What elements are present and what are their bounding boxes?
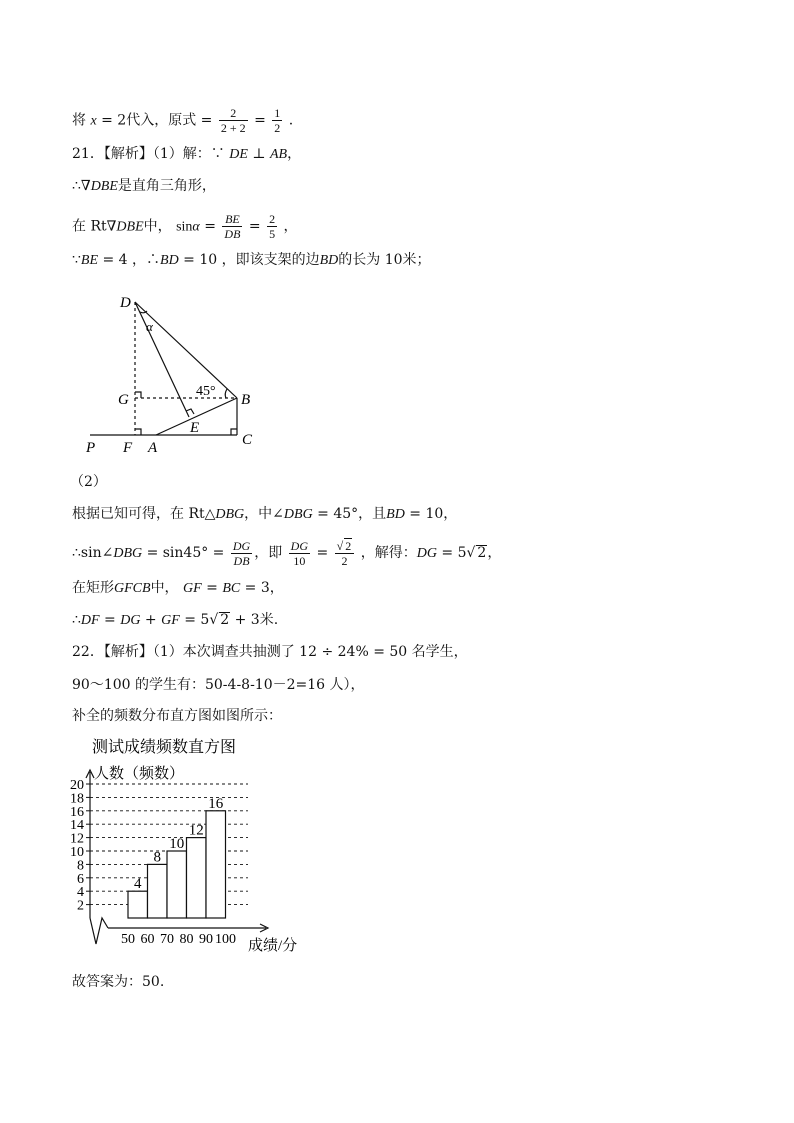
text: +	[144, 612, 157, 628]
text: ∵	[72, 252, 81, 268]
var: GF	[161, 613, 180, 628]
text: ，中∠	[244, 506, 284, 522]
y-tick-label: 16	[70, 804, 84, 820]
var: DE	[229, 147, 248, 162]
text: =	[248, 218, 261, 235]
text: （1）本次调查共抽测了 12 ÷ 24% = 50 名学生，	[152, 644, 468, 660]
histogram-chart	[70, 732, 330, 960]
fraction	[267, 212, 277, 241]
var: AB	[269, 147, 288, 162]
var: DBG	[283, 507, 313, 522]
denominator: DB	[224, 227, 241, 241]
numerator: BE	[222, 212, 242, 227]
geometry-figure	[80, 288, 280, 458]
x-tick-label: 50	[121, 932, 135, 947]
x-tick-label: 80	[179, 932, 194, 947]
var: BC	[222, 581, 241, 596]
fraction: $\frac{√ 2}{2}$	[335, 538, 355, 568]
text: = 3，	[244, 580, 284, 596]
bar-value-label: 8	[153, 849, 161, 866]
y-tick-label: 12	[70, 831, 84, 847]
text: ∴	[72, 612, 81, 628]
tag: 【解析】	[103, 146, 153, 162]
var: DBG	[113, 546, 143, 561]
right-angle-c	[231, 429, 237, 435]
text: sin	[176, 219, 193, 235]
text: = 2代入，原式 =	[101, 112, 213, 129]
label-d: D	[120, 295, 131, 311]
question-number: 21．	[72, 146, 104, 162]
y-tick-label: 10	[70, 845, 84, 860]
text: 的长为 10米；	[338, 252, 431, 268]
y-tick-label: 8	[77, 858, 84, 874]
fraction	[219, 106, 248, 135]
label-p: P	[86, 440, 96, 456]
text: 是直角三角形，	[117, 178, 216, 194]
var: GFCB	[114, 581, 151, 596]
radicand: 2	[220, 612, 230, 628]
fraction	[289, 539, 310, 568]
line-rt-dbg	[72, 504, 457, 525]
denominator: 5	[269, 227, 276, 241]
denominator: DB	[233, 553, 250, 568]
y-axis-label: 人数（频数）	[94, 766, 185, 782]
text: .	[288, 112, 294, 129]
denominator: 10	[293, 553, 306, 568]
text: = 10，	[409, 506, 458, 522]
line-rect-gfcb	[72, 578, 284, 599]
label-c: C	[242, 432, 253, 448]
text: 在 Rt∇	[72, 218, 117, 235]
var: BD	[319, 253, 339, 268]
line-right-triangle	[72, 176, 216, 197]
text: ，	[283, 218, 298, 235]
radicand: 2	[477, 545, 487, 561]
tag: 【解析】	[103, 644, 153, 660]
label-b: B	[241, 392, 251, 408]
text: = 5	[441, 545, 467, 561]
y-tick-label: 6	[77, 871, 84, 887]
line-df-result: ∴DF = DG + GF = 5√ 2 + 3米.	[72, 612, 279, 628]
x-tick-label: 100	[215, 932, 236, 947]
line-90-100: 90～100 的学生有：50-4-8-10－2=16 人），	[72, 677, 365, 693]
numerator: 2	[219, 106, 248, 121]
bar-value-label: 16	[208, 795, 224, 812]
y-tick-label: 20	[70, 778, 84, 793]
var: DG	[120, 613, 141, 628]
text: =	[104, 612, 116, 628]
bar-value-label: 12	[188, 822, 204, 839]
q21-heading	[72, 144, 301, 165]
part-2-label: （2）	[70, 474, 107, 490]
text: （1）解：∵	[152, 146, 225, 162]
text: 将	[72, 112, 86, 129]
segment-db	[135, 302, 237, 398]
text: + 3米.	[234, 612, 279, 628]
q22-heading	[72, 642, 468, 662]
text: = 4 ，∴	[102, 252, 161, 268]
var: BD	[386, 507, 405, 522]
line-substitution	[72, 106, 293, 135]
text: 中，	[150, 580, 179, 596]
label-f: F	[123, 440, 133, 456]
var: DBG	[215, 507, 245, 522]
text: ∴sin∠	[72, 545, 114, 561]
right-angle-g	[135, 392, 141, 398]
var: DG	[416, 546, 437, 561]
x-tick-label: 90	[199, 932, 213, 947]
text: ∴∇	[72, 178, 91, 194]
question-number: 22．	[72, 644, 104, 660]
right-angle-f	[135, 429, 141, 435]
bar-value-label: 10	[169, 836, 185, 852]
var: DBE	[90, 179, 118, 194]
bar	[148, 864, 168, 918]
fraction	[222, 212, 242, 241]
label-alpha: α	[146, 319, 153, 334]
segment-de	[135, 302, 189, 417]
numerator: 2	[269, 212, 276, 226]
denominator: 2 + 2	[220, 121, 246, 135]
text: ，	[287, 146, 302, 162]
bar	[187, 838, 207, 918]
var: BE	[80, 253, 99, 268]
line-histogram-intro: 补全的频数分布直方图如图所示：	[72, 708, 282, 724]
var: DBE	[116, 219, 144, 235]
text: ，即	[254, 545, 283, 561]
angle-45-arc	[225, 389, 227, 398]
numerator: DG	[232, 538, 251, 553]
numerator: DG	[290, 538, 309, 553]
fraction	[231, 539, 252, 568]
denominator: 2	[274, 121, 281, 135]
radicand: 2	[345, 539, 352, 553]
text: ，	[487, 545, 502, 561]
answer-line: 故答案为：50.	[72, 974, 165, 990]
x-axis-label: 成绩/分	[248, 938, 298, 954]
fraction	[272, 106, 282, 135]
y-tick-label: 2	[77, 898, 84, 914]
line-bd-length	[72, 250, 431, 271]
line-sin-alpha	[72, 212, 298, 241]
var: DF	[80, 613, 100, 628]
text: =	[254, 112, 266, 129]
y-tick-label: 14	[70, 818, 84, 834]
text: = 45°，且	[317, 506, 387, 522]
label-a: A	[148, 440, 158, 456]
text: ⊥	[252, 146, 266, 162]
text: =	[316, 545, 329, 561]
line-sin-dbg: ∴sin∠DBG = sin45° = $\frac{DG}{DB}$ ，即 $\frac{DG}{10}$ = $\frac{√ 2}{2}$ ，解得：DG = 5√ 2，	[72, 538, 502, 568]
text: = 5	[184, 612, 210, 628]
var: GF	[183, 581, 202, 596]
y-tick-label: 18	[70, 791, 84, 807]
text: =	[204, 218, 216, 235]
y-tick-label: 4	[77, 885, 84, 901]
x-tick-label: 70	[160, 932, 174, 947]
denominator: 2	[341, 554, 348, 568]
text: 根据已知可得，在 Rt△	[72, 506, 216, 522]
text: =	[206, 580, 218, 596]
numerator: 1	[274, 106, 281, 120]
var-x: x	[90, 113, 97, 129]
text: = sin45° =	[146, 545, 225, 561]
var: α	[192, 219, 200, 235]
bar-value-label: 4	[134, 876, 142, 893]
label-e: E	[190, 420, 200, 436]
bar	[206, 811, 226, 918]
bar	[128, 891, 148, 918]
label-g: G	[118, 392, 129, 408]
axis-break	[90, 918, 108, 944]
text: = 10 ，即该支架的边	[183, 252, 320, 268]
text: 在矩形	[72, 580, 114, 596]
x-tick-label: 60	[140, 932, 155, 947]
chart-title: 测试成绩频数直方图	[92, 739, 237, 756]
text: 中，	[143, 218, 172, 235]
bar	[167, 851, 187, 918]
text: ，解得：	[360, 545, 417, 561]
alpha-arc	[140, 311, 147, 313]
label-45: 45°	[196, 384, 216, 399]
var: BD	[160, 253, 179, 268]
